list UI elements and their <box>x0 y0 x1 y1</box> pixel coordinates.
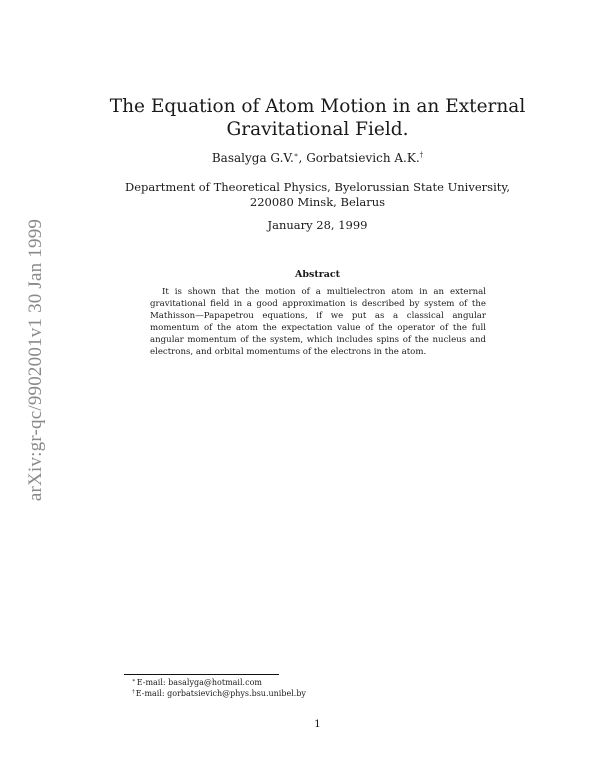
author-2: Gorbatsievich A.K. <box>306 151 420 165</box>
author-separator: , <box>298 151 307 165</box>
author-list <box>100 151 535 165</box>
abstract-text: It is shown that the motion of a multielectron atom in an external gravitational field in a good approximation is described by system of the Mathisson—Papapetrou equations, if we put as a classical angular momentum of the atom the expectation value of the operator of the full angular momentum of the system, which includes spins of the nucleus and electrons, and orbital momentums of the electrons in the atom. <box>150 287 486 357</box>
page-number: 1 <box>314 718 321 730</box>
author-2-footnote-mark: † <box>419 151 424 159</box>
affiliation-line-1: Department of Theoretical Physics, Byelorussian State University, <box>124 180 510 194</box>
footnote-2-mark: † <box>132 689 135 695</box>
arxiv-identifier-stamp: arXiv:gr-qc/9902001v1 30 Jan 1999 <box>25 218 46 502</box>
author-1-footnote-mark: ∗ <box>293 151 299 159</box>
footnote-1-mark: ∗ <box>132 678 136 684</box>
publication-date: January 28, 1999 <box>267 218 368 232</box>
footnote-2-text: E-mail: gorbatsievich@phys.bsu.unibel.by <box>135 689 306 698</box>
paper-title <box>100 95 535 141</box>
author-1: Basalyga G.V. <box>211 151 294 165</box>
title-line-1: The Equation of Atom Motion in an External <box>109 96 526 117</box>
footnote-1-text: E-mail: basalyga@hotmail.com <box>136 678 262 687</box>
title-line-2: Gravitational Field. <box>226 119 409 140</box>
footnote-1 <box>132 678 262 687</box>
abstract-heading: Abstract <box>294 269 341 280</box>
footnote-2 <box>132 689 306 698</box>
footnote-divider <box>124 674 279 675</box>
affiliation-line-2: 220080 Minsk, Belarus <box>249 195 386 209</box>
affiliation <box>100 180 535 210</box>
